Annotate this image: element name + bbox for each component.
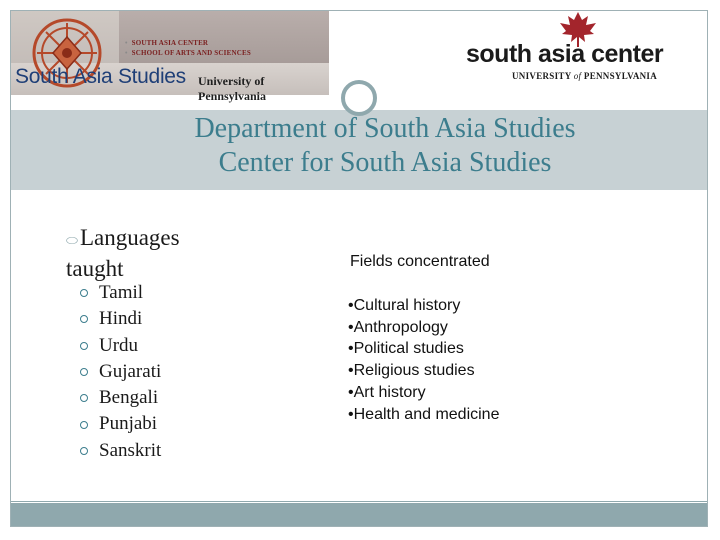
list-item (80, 306, 161, 332)
languages-heading (66, 224, 180, 282)
circle-bullet-icon (80, 368, 88, 376)
ring-ornament (341, 80, 377, 116)
language-label: Bengali (99, 387, 159, 409)
dot-icon: • (125, 39, 128, 47)
subtitle-university: UNIVERSITY (512, 71, 574, 81)
south-asia-center-subtitle (512, 71, 657, 81)
fields-heading: Fields concentrated (350, 253, 490, 270)
logo-university-text: University of Pennsylvania (198, 74, 267, 103)
dot-icon: • (125, 49, 128, 57)
language-label: Gujarati (99, 360, 162, 382)
south-asia-studies-logo (11, 11, 329, 103)
list-item (80, 411, 161, 437)
list-item (80, 280, 161, 306)
languages-heading-line-2: taught (66, 256, 124, 281)
language-label: Urdu (99, 334, 139, 356)
logo-line-2-text: SCHOOL OF ARTS AND SCIENCES (131, 49, 251, 57)
circle-bullet-icon (80, 315, 88, 323)
heading-bullet-icon: ⬭ (66, 234, 78, 249)
subtitle-of: of (573, 71, 582, 81)
title-line-2: Center for South Asia Studies (218, 147, 552, 178)
circle-bullet-icon (80, 289, 88, 297)
list-item: •Art history (348, 383, 426, 401)
field-label: Anthropology (353, 318, 448, 336)
footer-bar (11, 503, 707, 526)
logo-studies-text: South Asia Studies (15, 65, 186, 88)
circle-bullet-icon (80, 421, 88, 429)
field-label: Religious studies (353, 362, 475, 380)
fields-list (348, 295, 499, 425)
field-label: Art history (353, 383, 426, 401)
list-item (80, 359, 161, 385)
logo-line-1-text: SOUTH ASIA CENTER (131, 39, 209, 47)
list-item: •Anthropology (348, 318, 448, 336)
field-label: Health and medicine (353, 405, 500, 423)
list-item: •Political studies (348, 340, 464, 358)
list-item: •Health and medicine (348, 405, 500, 423)
language-label: Punjabi (99, 413, 158, 435)
circle-bullet-icon (80, 342, 88, 350)
list-item (80, 438, 161, 464)
logo-line-2 (125, 49, 251, 57)
title-line-1: Department of South Asia Studies (194, 113, 576, 144)
list-item (80, 333, 161, 359)
page-title (100, 112, 670, 180)
languages-heading-line-1 (66, 224, 180, 255)
language-label: Hindi (99, 308, 143, 330)
language-label: Sanskrit (99, 439, 162, 461)
list-item: •Religious studies (348, 362, 475, 380)
subtitle-pennsylvania: PENNSYLVANIA (581, 71, 658, 81)
circle-bullet-icon (80, 394, 88, 402)
list-item: •Cultural history (348, 297, 461, 314)
list-item (80, 385, 161, 411)
field-label: Political studies (353, 340, 464, 358)
languages-list (80, 280, 161, 464)
language-label: Tamil (99, 282, 144, 303)
field-label: Cultural history (353, 297, 461, 314)
footer-line (11, 501, 707, 502)
circle-bullet-icon (80, 447, 88, 455)
south-asia-center-title: south asia center (466, 40, 664, 68)
logo-line-1 (125, 39, 208, 47)
languages-heading-text: Languages (79, 225, 180, 250)
